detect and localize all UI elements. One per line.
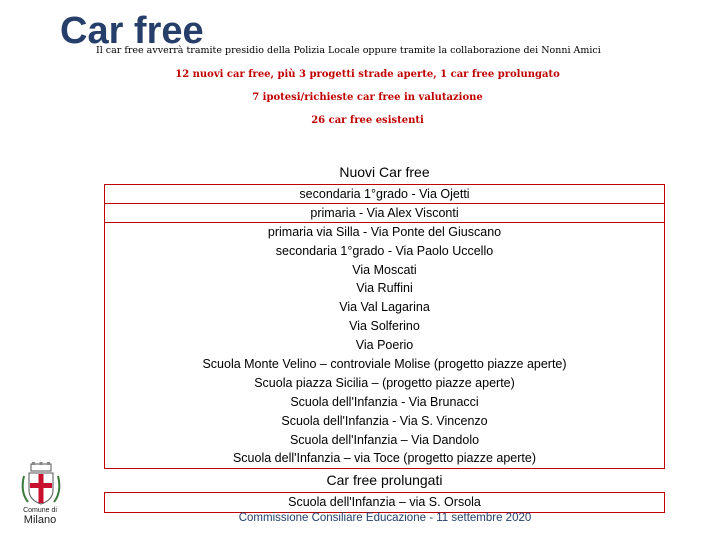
table-row: secondaria 1°grado - Via Ojetti	[105, 185, 664, 204]
table-row: Via Solferino	[349, 319, 420, 334]
table-row: Via Ruffini	[356, 281, 413, 296]
nuovi-header: Nuovi Car free	[104, 161, 665, 185]
table-row: Scuola dell'Infanzia – via Toce (progetto piazze aperte)	[232, 451, 537, 466]
stat-under-evaluation: 7 ipotesi/richieste car free in valutazione	[252, 92, 483, 103]
page-title: Car free	[60, 10, 204, 52]
prolungati-header: Car free prolungati	[104, 468, 665, 493]
table-row: primaria - Via Alex Visconti	[105, 204, 664, 223]
table-row: Scuola Monte Velino – controviale Molise (progetto piazze aperte)	[202, 357, 567, 372]
stat-existing: 26 car free esistenti	[311, 115, 424, 126]
table-row: Via Moscati	[352, 262, 417, 277]
table-row: Via Poerio	[355, 338, 414, 353]
table-row: Scuola piazza Sicilia – (progetto piazze aperte)	[254, 375, 515, 390]
table-row: Scuola dell'Infanzia - Via Brunacci	[290, 394, 479, 409]
footer-text: Commissione Consiliare Educazione - 11 settembre 2020	[238, 512, 532, 524]
logo-line2: Milano	[23, 514, 57, 526]
nuovi-list	[104, 185, 665, 468]
table-row: Scuola dell'Infanzia – via S. Orsola	[288, 495, 481, 510]
table-row: Via Val Lagarina	[339, 300, 430, 315]
stat-new-car-free: 12 nuovi car free, più 3 progetti strade aperte, 1 car free prolungato	[175, 69, 560, 80]
table-row: primaria via Silla - Via Ponte del Giuscano	[267, 224, 502, 239]
logo-line1: Comune di	[23, 507, 57, 514]
car-free-table	[104, 161, 665, 513]
table-row: secondaria 1°grado - Via Paolo Uccello	[275, 243, 494, 258]
table-row: Scuola dell'Infanzia – Via Dandolo	[289, 432, 480, 447]
prolungati-list	[104, 493, 665, 513]
intro-text: Il car free avverrà tramite presidio della Polizia Locale oppure tramite la collaborazione dei Nonni Amici	[96, 45, 601, 56]
table-row: Scuola dell'Infanzia - Via S. Vincenzo	[281, 413, 488, 428]
logo-text	[14, 507, 66, 526]
